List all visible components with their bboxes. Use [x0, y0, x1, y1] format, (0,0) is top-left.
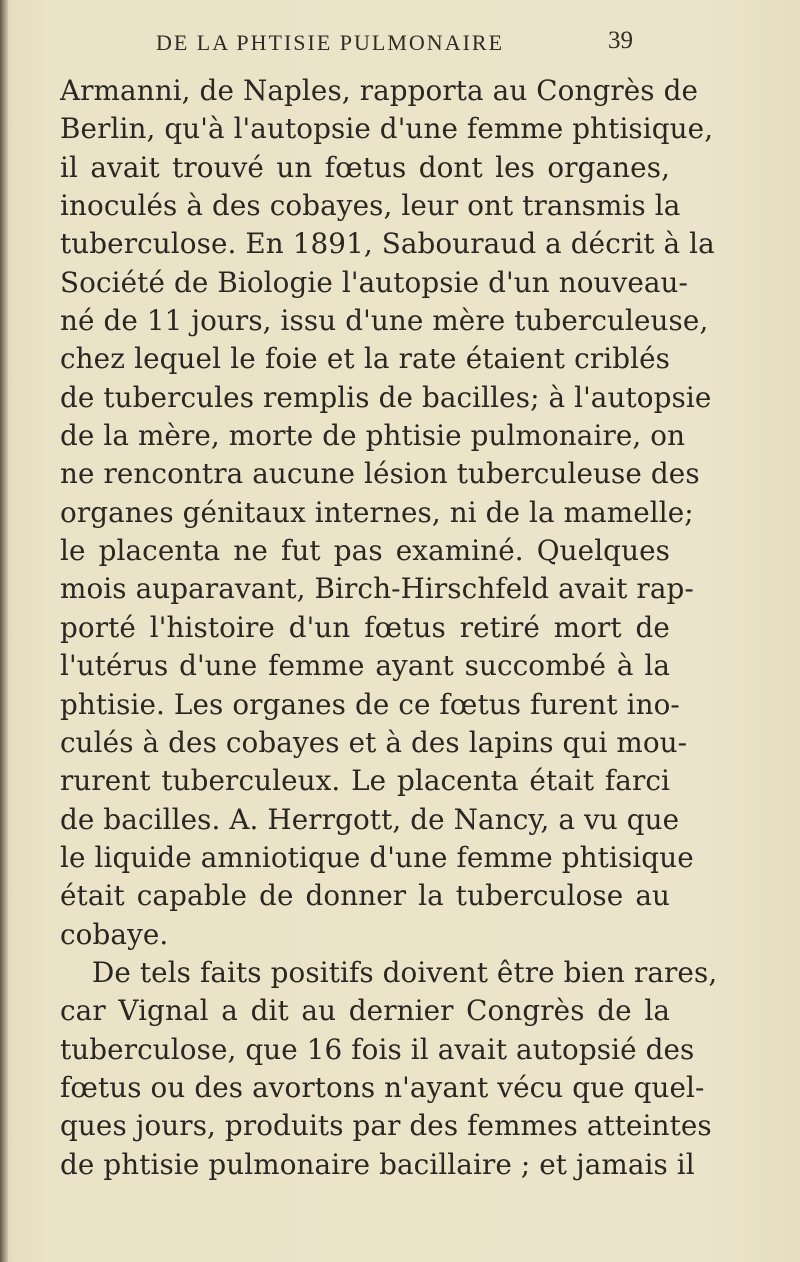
- text-line: organes génitaux internes, ni de la mamelle;: [60, 495, 694, 529]
- running-title: DE LA PHTISIE PULMONAIRE: [155, 30, 505, 55]
- text-line: tuberculose, que 16 fois il avait autopsié des: [60, 1032, 695, 1066]
- text-line: ne rencontra aucune lésion tuberculeuse des: [60, 457, 700, 491]
- book-spine-edge: [0, 0, 8, 1262]
- text-line: fœtus ou des avortons n'ayant vécu que quel-: [60, 1070, 705, 1104]
- text-line: phtisie. Les organes de ce fœtus furent ino-: [60, 687, 680, 721]
- text-line: de tubercules remplis de bacilles; à l'autopsie: [60, 380, 712, 414]
- text-line: culés à des cobayes et à des lapins qui mou-: [60, 725, 688, 759]
- text-line: le placenta ne fut pas examiné. Quelques: [60, 534, 670, 568]
- text-line: rurent tuberculeux. Le placenta était farci: [60, 764, 670, 798]
- text-line: de la mère, morte de phtisie pulmonaire, on: [60, 419, 686, 453]
- text-line: l'utérus d'une femme ayant succombé à la: [60, 649, 670, 683]
- text-line: chez lequel le foie et la rate étaient criblés: [60, 342, 670, 376]
- running-head: [0, 24, 800, 60]
- text-line: Berlin, qu'à l'autopsie d'une femme phtisique,: [60, 112, 714, 146]
- text-line: tuberculose. En 1891, Sabouraud a décrit à la: [60, 227, 715, 261]
- text-line: porté l'histoire d'un fœtus retiré mort de: [60, 610, 670, 644]
- page-number: 39: [608, 27, 633, 54]
- text-line: Société de Biologie l'autopsie d'un nouveau-: [60, 265, 689, 299]
- text-line: de phtisie pulmonaire bacillaire ; et jamais il: [60, 1147, 695, 1181]
- text-line: ques jours, produits par des femmes atteintes: [60, 1109, 712, 1143]
- text-line: il avait trouvé un fœtus dont les organes,: [60, 150, 670, 184]
- text-line: De tels faits positifs doivent être bien rares,: [92, 955, 718, 989]
- text-line: de bacilles. A. Herrgott, de Nancy, a vu que: [60, 802, 680, 836]
- text-line: Armanni, de Naples, rapporta au Congrès de: [60, 74, 699, 107]
- text-line: inoculés à des cobayes, leur ont transmis la: [60, 189, 681, 223]
- text-line: mois auparavant, Birch-Hirschfeld avait rap-: [60, 572, 694, 606]
- text-line: car Vignal a dit au dernier Congrès de la: [60, 994, 670, 1028]
- text-line: était capable de donner la tuberculose au: [60, 879, 670, 913]
- text-line: le liquide amniotique d'une femme phtisique: [60, 840, 694, 874]
- body-text: [60, 72, 718, 1184]
- text-line: cobaye.: [60, 917, 169, 951]
- text-line: né de 11 jours, issu d'une mère tuberculeuse,: [60, 304, 709, 338]
